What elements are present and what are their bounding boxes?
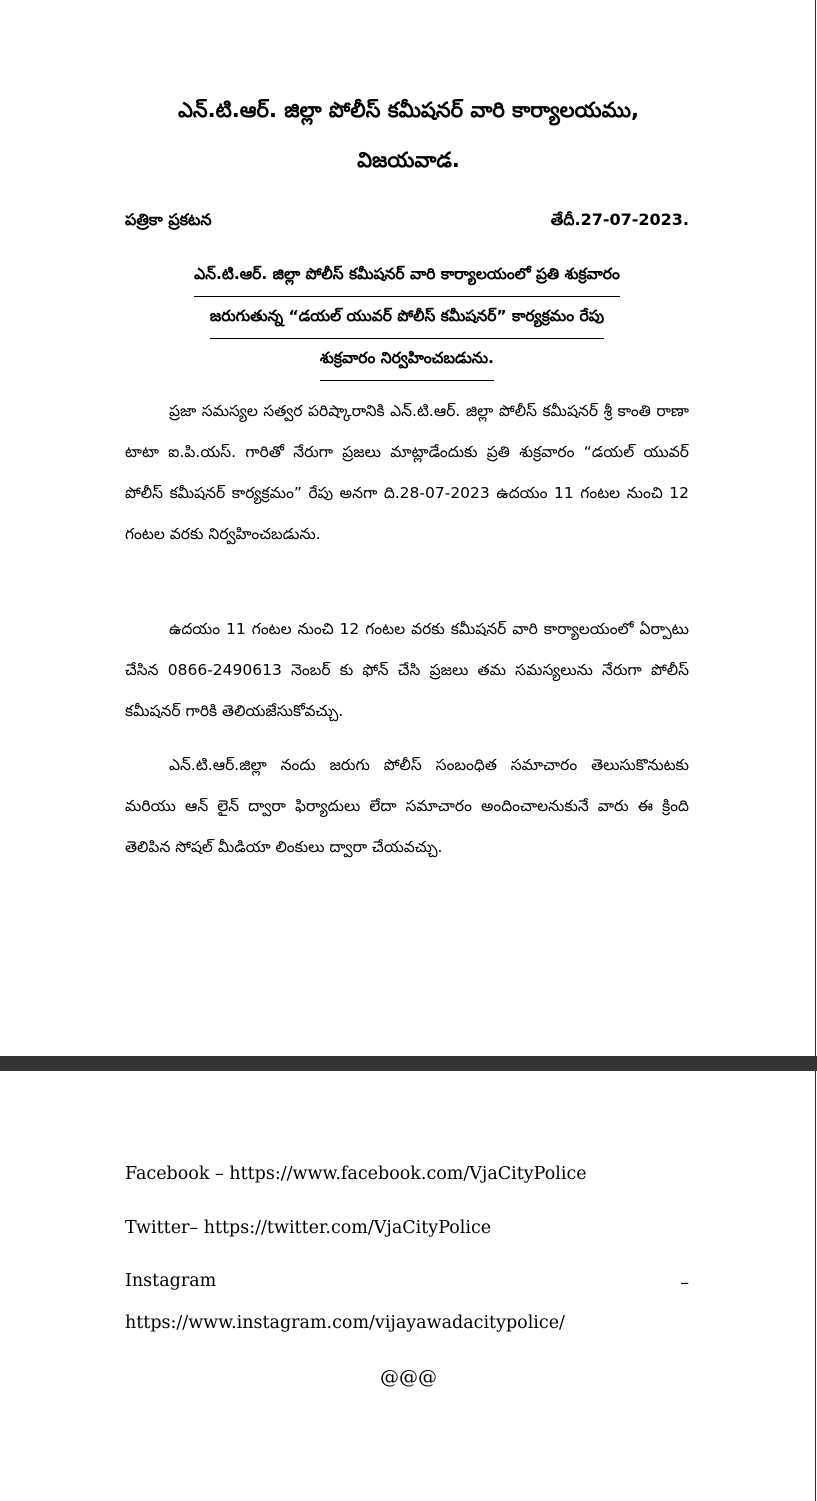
page-border	[815, 1071, 816, 1501]
header-row	[125, 205, 689, 235]
instagram-dash: –	[680, 1273, 689, 1293]
subject-heading	[125, 258, 689, 384]
office-title-line2: విజయవాడ.	[357, 148, 460, 172]
end-mark: @@@	[380, 1366, 437, 1388]
subject-line-2: జరుగుతున్న “డయల్ యువర్ పోలీస్ కమీషనర్” కార్యక్రమం రేపు	[210, 300, 604, 339]
body-paragraph-3: ఎన్.టి.ఆర్.జిల్లా నందు జరుగు పోలీస్ సంబంధిత సమాచారం తెలుసుకొనుటకు మరియు ఆన్ లైన్ ద్వారా ఫిర్యాదులు లేదా సమాచారం అందించాలనుకునే వారు ఈ క్రింది తెలిపిన సోషల్ మీడియా లింకులు ద్వారా చేయవచ్చు.	[125, 756, 689, 856]
instagram-label: Instagram	[125, 1271, 217, 1291]
instagram-link[interactable]: https://www.instagram.com/vijayawadacitypolice/	[125, 1313, 565, 1333]
press-release-label: పత్రికా ప్రకటన	[125, 210, 212, 229]
release-date: తేదీ.27-07-2023.	[550, 210, 689, 229]
body-paragraph-2: ఉదయం 11 గంటల నుంచి 12 గంటల వరకు కమీషనర్ వారి కార్యాలయంలో ఏర్పాటు చేసిన 0866-2490613 నెంబర్ కు ఫోన్ చేసి ప్రజలు తమ సమస్యలును నేరుగా పోలీస్ కమీషనర్ గారికి తెలియజేసుకోవచ్చు.	[125, 620, 689, 720]
twitter-link[interactable]: Twitter– https://twitter.com/VjaCityPolice	[125, 1218, 492, 1238]
facebook-link[interactable]: Facebook – https://www.facebook.com/VjaCityPolice	[125, 1164, 587, 1184]
office-title-line1: ఎన్.టి.ఆర్. జిల్లా పోలీస్ కమీషనర్ వారి కార్యాలయము,	[177, 98, 640, 122]
page-break-bar	[0, 1056, 817, 1071]
subject-line-1: ఎన్.టి.ఆర్. జిల్లా పోలీస్ కమీషనర్ వారి కార్యాలయంలో ప్రతి శుక్రవారం	[194, 258, 620, 297]
subject-line-3: శుక్రవారం నిర్వహించబడును.	[320, 342, 494, 381]
body-paragraph-1: ప్రజా సమస్యల సత్వర పరిష్కారానికి ఎన్.టి.ఆర్. జిల్లా పోలీస్ కమీషనర్ శ్రీ కాంతి రాణా టాటా ఐ.పి.యస్. గారితో నేరుగా ప్రజలు మాట్లాడేందుకు ప్రతి శుక్రవారం “డయల్ యువర్ పోలీస్ కమీషనర్ కార్యక్రమం” రేపు అనగా ది.28-07-2023 ఉదయం 11 గంటల నుంచి 12 గంటల వరకు నిర్వహించబడును.	[125, 402, 689, 543]
